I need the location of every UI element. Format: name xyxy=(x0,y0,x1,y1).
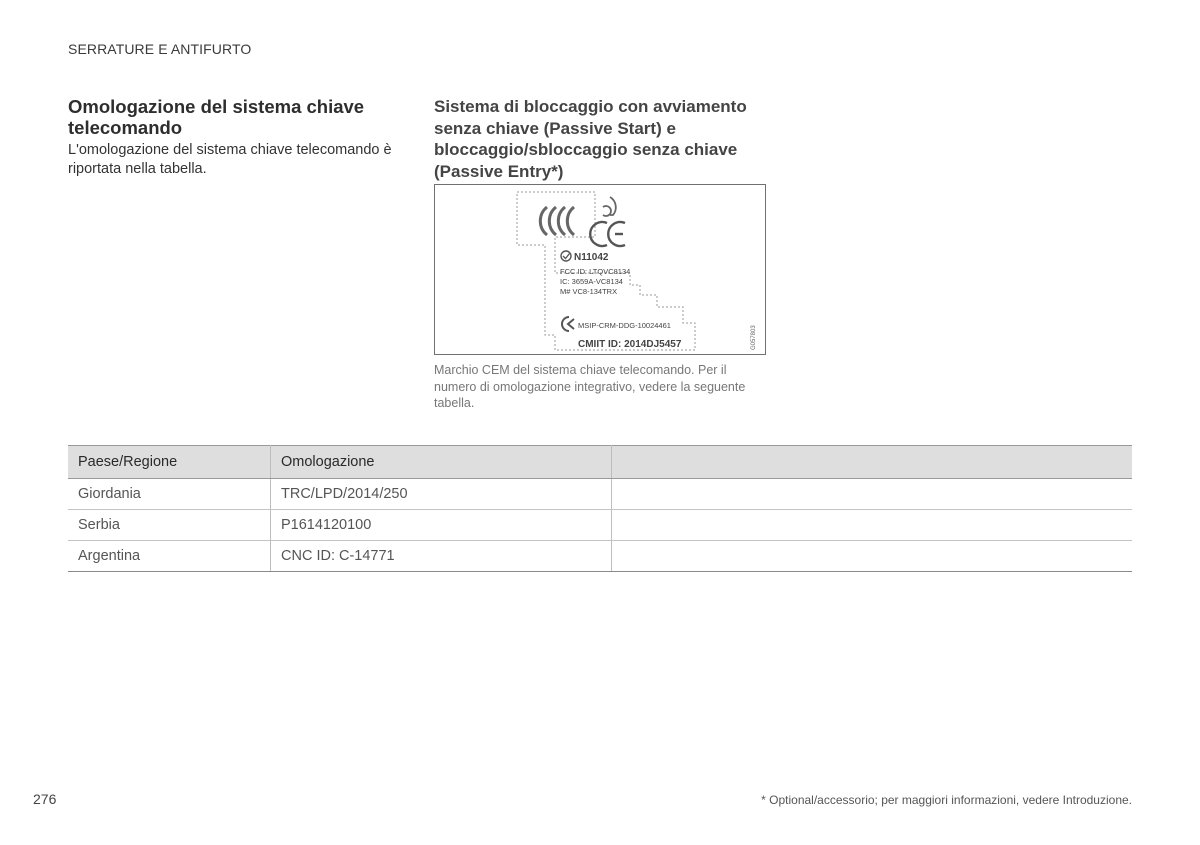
label-ic-line: IC: 3659A-VC8134 xyxy=(560,277,623,286)
column-header-country: Paese/Regione xyxy=(68,446,271,479)
running-head: SERRATURE E ANTIFURTO xyxy=(68,41,252,57)
cell-country: Argentina xyxy=(68,541,271,572)
cell-country: Serbia xyxy=(68,510,271,541)
cell-empty xyxy=(612,479,1133,510)
cell-approval: TRC/LPD/2014/250 xyxy=(271,479,612,510)
label-n-code: N11042 xyxy=(574,252,609,263)
table-row xyxy=(68,479,1132,510)
section-heading-approval: Omologazione del sistema chiave telecomando xyxy=(68,96,365,138)
approval-check-icon xyxy=(561,251,571,261)
rf-mark-icon xyxy=(603,197,616,216)
cell-country: Giordania xyxy=(68,479,271,510)
section-heading-passive-entry: Sistema di bloccaggio con avviamento senza chiave (Passive Start) e bloccaggio/sbloccaggio senza chiave (Passive Entry*) xyxy=(434,97,747,181)
cell-empty xyxy=(612,541,1133,572)
kc-mark-icon xyxy=(562,317,574,331)
label-msip-line: MSIP-CRM-DDG-10024461 xyxy=(578,321,671,330)
cell-approval: P1614120100 xyxy=(271,510,612,541)
section-body-approval: L'omologazione del sistema chiave telecomando è riportata nella tabella. xyxy=(68,142,392,177)
label-cmiit-line: CMIIT ID: 2014DJ5457 xyxy=(578,339,682,350)
label-model-line: M# VC8-134TRX xyxy=(560,287,618,296)
table-header-row xyxy=(68,446,1132,479)
label-fcc-line: FCC ID: LTQVC8134 xyxy=(560,267,631,276)
column-header-empty xyxy=(612,446,1133,479)
emc-label-illustration xyxy=(435,185,765,354)
column-header-approval: Omologazione xyxy=(271,446,612,479)
rcm-mark-icon xyxy=(540,207,574,235)
table-row xyxy=(68,541,1132,572)
cell-approval: CNC ID: C-14771 xyxy=(271,541,612,572)
page-number: 276 xyxy=(33,791,57,807)
emc-label-figure xyxy=(434,184,766,355)
approval-table xyxy=(68,445,1132,572)
cell-empty xyxy=(612,510,1133,541)
figure-image-code: G057803 xyxy=(751,325,757,350)
footnote: * Optional/accessorio; per maggiori informazioni, vedere Introduzione. xyxy=(761,793,1132,807)
table-row xyxy=(68,510,1132,541)
figure-caption: Marchio CEM del sistema chiave telecomando. Per il numero di omologazione integrativo, vedere la seguente tabella. xyxy=(434,363,746,410)
